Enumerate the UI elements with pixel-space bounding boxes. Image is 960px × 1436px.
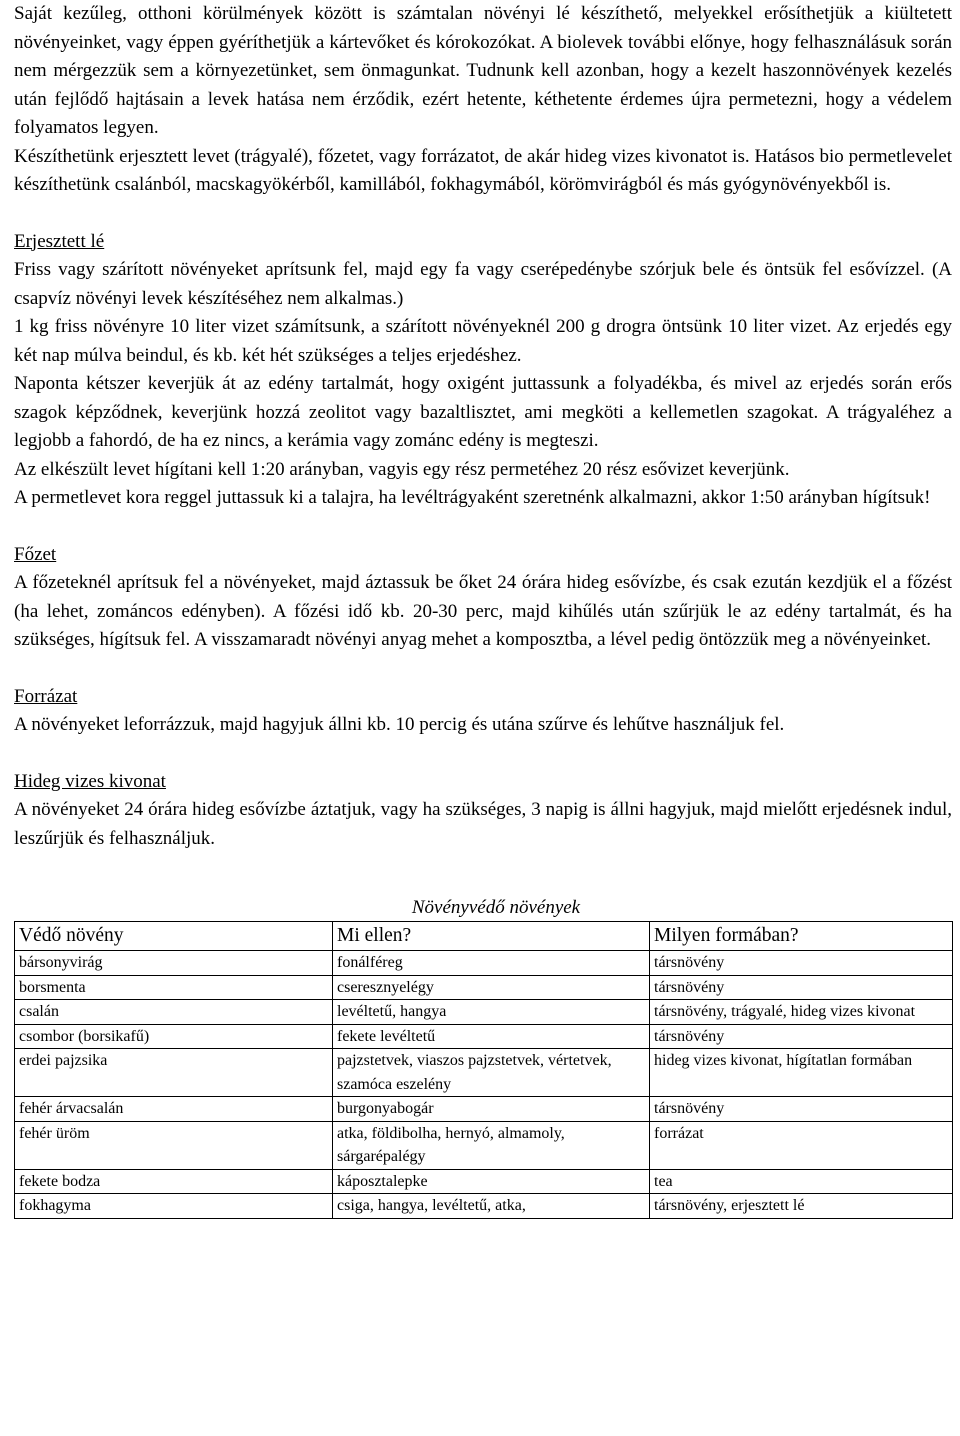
table-cell: csombor (borsikafű): [15, 1024, 333, 1049]
table-cell: társnövény, erjesztett lé: [650, 1194, 953, 1219]
spacer: [14, 740, 952, 768]
intro-paragraph: Saját kezűleg, otthoni körülmények között is számtalan növényi lé készíthető, melyekkel erősíthetjük a kiültetett növényeinket, vagy éppen gyéríthetjük a kártevőket és kórokozókat. A biolevek további előnye, hogy felhasználásuk során nem mérgezzük sem a környezetünket, sem önmagunkat. Tudnunk kell azonban, hogy a kezelt haszonnövények kezelés után fejlődő hajtásain a levek hatása nem érződik, ezért hetente, kéthetente érdemes újra permetezni, hogy a védelem folyamatos legyen.: [14, 3, 952, 138]
table-cell: fonálféreg: [333, 951, 650, 976]
table-row: [15, 1121, 953, 1169]
table-cell: társnövény: [650, 975, 953, 1000]
table-cell: fekete levéltetű: [333, 1024, 650, 1049]
table-cell: társnövény, trágyalé, hideg vizes kivonat: [650, 1000, 953, 1025]
table-cell: társnövény: [650, 1024, 953, 1049]
table-cell: csiga, hangya, levéltetű, atka,: [333, 1194, 650, 1219]
section-paragraph: Naponta kétszer keverjük át az edény tartalmát, hogy oxigént juttassunk a folyadékba, és mivel az erjedés során erős szagok képződnek, keverjünk hozzá zeolitot vagy bazaltlisztet, ami megköti a kellemetlen szagokat. A trágyaléhez a legjobb a fahordó, de ha ez nincs, a kerámia vagy zománc edény is megteszi.: [14, 373, 952, 451]
table-cell: atka, földibolha, hernyó, almamoly, sárgarépalégy: [333, 1121, 650, 1169]
table-row: [15, 1169, 953, 1194]
section-heading-erjesztett: Erjesztett lé: [14, 230, 105, 252]
plants-table: [14, 921, 953, 1219]
spacer: [14, 513, 952, 541]
section-paragraph: Az elkészült levet hígítani kell 1:20 arányban, vagyis egy rész permetéhez 20 rész esővizet keverjünk.: [14, 458, 790, 480]
table-row: [15, 1194, 953, 1219]
section-paragraph: A növényeket leforrázzuk, majd hagyjuk állni kb. 10 percig és utána szűrve és lehűtve használjuk fel.: [14, 714, 785, 735]
table-cell: társnövény: [650, 1097, 953, 1122]
table-cell: bársonyvirág: [15, 951, 333, 976]
spacer: [14, 200, 952, 228]
table-cell: fokhagyma: [15, 1194, 333, 1219]
table-row: [15, 951, 953, 976]
intro-paragraph: Készíthetünk erjesztett levet (trágyalé), főzetet, vagy forrázatot, de akár hideg vizes kivonatot is. Hatásos bio permetlevelet készíthetünk csalánból, macskagyökérből, kamillából, fokhagymából, körömvirágból és más gyógynövényekből is.: [14, 145, 952, 195]
document-page: [14, 0, 952, 1219]
section-paragraph: A permetlevet kora reggel juttassuk ki a talajra, ha levéltrágyaként szeretnénk alkalmazni, akkor 1:50 arányban hígítsuk!: [14, 487, 931, 508]
table-cell: erdei pajzsika: [15, 1049, 333, 1097]
table-cell: fekete bodza: [15, 1169, 333, 1194]
table-cell: forrázat: [650, 1121, 953, 1169]
table-cell: cseresznyelégy: [333, 975, 650, 1000]
section-heading-fozet: Főzet: [14, 543, 57, 565]
section-heading-forrazat: Forrázat: [14, 685, 78, 707]
column-header: Védő növény: [15, 922, 333, 951]
table-cell: levéltetű, hangya: [333, 1000, 650, 1025]
table-cell: pajzstetvek, viaszos pajzstetvek, vértetvek, szamóca eszelény: [333, 1049, 650, 1097]
table-cell: tea: [650, 1169, 953, 1194]
table-row: [15, 1024, 953, 1049]
table-row: [15, 975, 953, 1000]
table-row: [15, 1000, 953, 1025]
column-header: Milyen formában?: [650, 922, 953, 951]
section-heading-hideg: Hideg vizes kivonat: [14, 770, 166, 792]
table-cell: fehér üröm: [15, 1121, 333, 1169]
table-cell: hideg vizes kivonat, hígítatlan formában: [650, 1049, 953, 1097]
table-cell: társnövény: [650, 951, 953, 976]
table-cell: borsmenta: [15, 975, 333, 1000]
spacer: [14, 853, 952, 895]
table-cell: burgonyabogár: [333, 1097, 650, 1122]
section-paragraph: 1 kg friss növényre 10 liter vizet számítsunk, a szárított növényeknél 200 g drogra öntsünk 10 liter vizet. Az erjedés egy két nap múlva beindul, és kb. két hét szükséges a teljes erjedéshez.: [14, 316, 952, 366]
table-cell: fehér árvacsalán: [15, 1097, 333, 1122]
column-header: Mi ellen?: [333, 922, 650, 951]
table-cell: káposztalepke: [333, 1169, 650, 1194]
table-row: [15, 1097, 953, 1122]
section-paragraph: A főzeteknél aprítsuk fel a növényeket, majd áztassuk be őket 24 órára hideg esővízbe, és csak ezután kezdjük el a főzést (ha lehet, zománcos edényben). A főzési idő kb. 20-30 perc, majd kihűlés után szűrjük le az edény tartalmát, és ha szükséges, hígítsuk fel. A visszamaradt növényi anyag mehet a komposztba, a lével pedig öntözzük meg a növényeinket.: [14, 572, 952, 650]
table-header-row: [15, 922, 953, 951]
spacer: [14, 655, 952, 683]
section-paragraph: Friss vagy szárított növényeket aprítsunk fel, majd egy fa vagy cserépedénybe szórjuk bele és öntsük fel esővízzel. (A csapvíz növényi levek készítéséhez nem alkalmas.): [14, 259, 952, 309]
table-title: Növényvédő növények: [411, 897, 581, 918]
table-cell: csalán: [15, 1000, 333, 1025]
table-row: [15, 1049, 953, 1097]
section-paragraph: A növényeket 24 órára hideg esővízbe áztatjuk, vagy ha szükséges, 3 napig is állni hagyjuk, majd mielőtt erjedésnek indul, leszűrjük és felhasználjuk.: [14, 799, 952, 849]
